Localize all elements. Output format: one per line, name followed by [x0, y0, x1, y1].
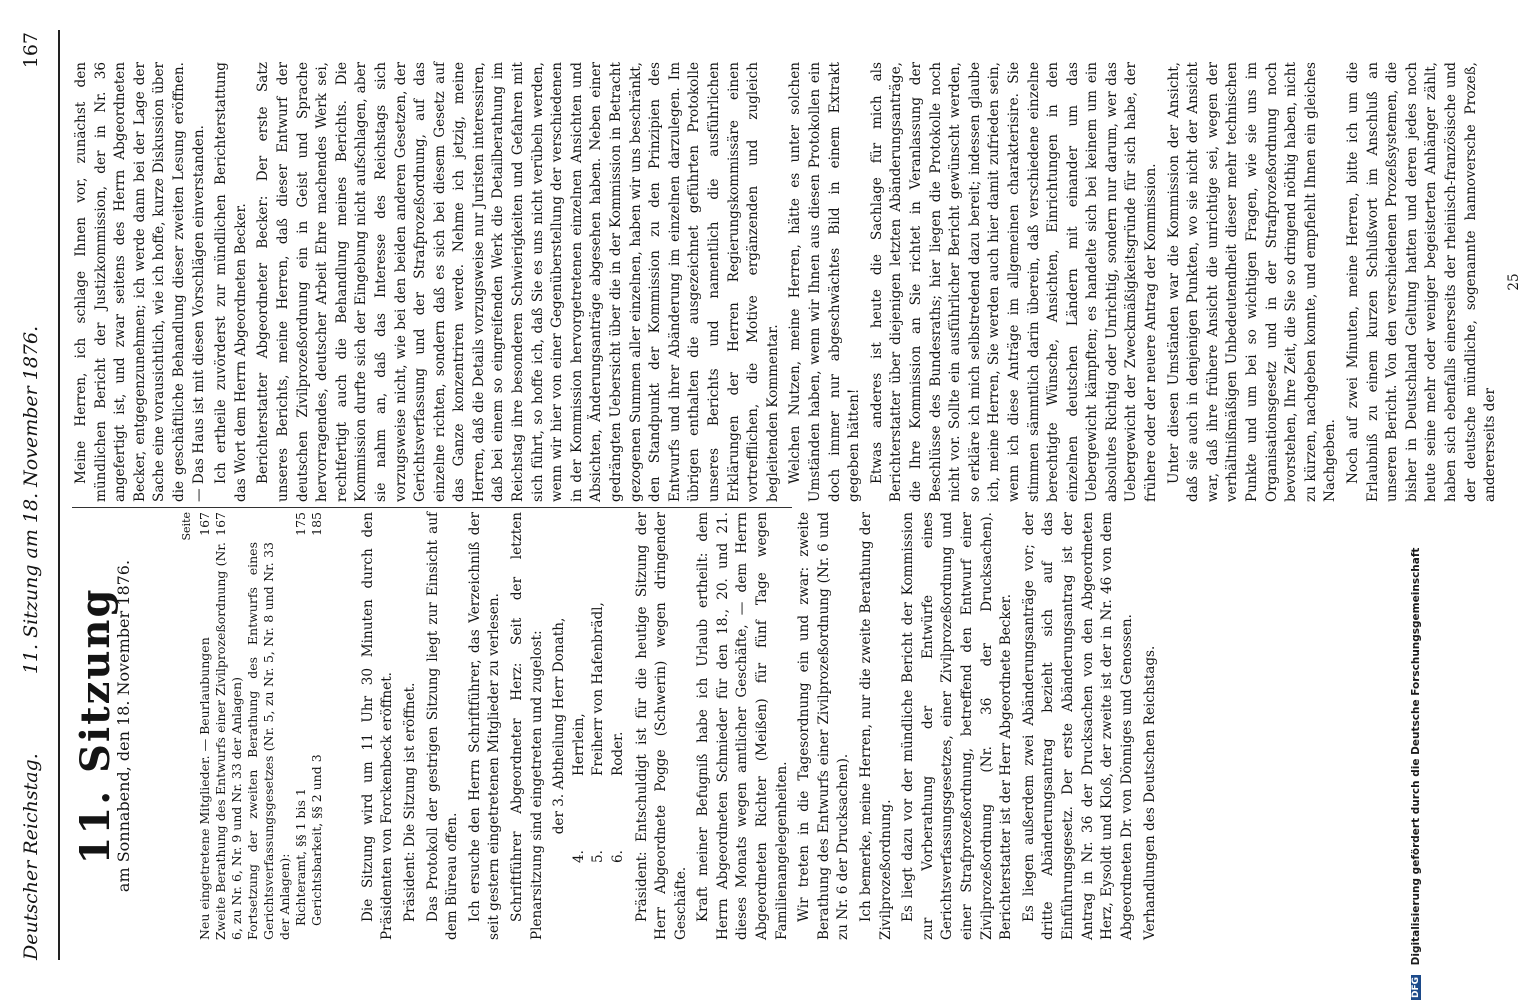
dfg-credit-text: Digitalisierung gefördert durch die Deutsche Forschungsgemeinschaft [1410, 547, 1422, 966]
toc-item [213, 512, 245, 940]
paragraph: Unter diesen Umständen war die Kommission der Ansicht, daß sie auch in denjenigen Punkten, wo sie nicht der Ansicht war, daß ihre frühere Ansicht die unrichtige sei, wegen der verhältnißmäßigen Unbedeutendheit dieser mehr technischen Punkte und um bei so wichtigen Fragen, wie sie uns im Organisationsgesetz und in der Strafprozeßordnung noch bevorstehen, Ihre Zeit, die Sie so dringend nöthig haben, nicht zu kürzen, nachgeben konnte, und empfiehlt Ihnen ein gleiches Nachgeben. [1165, 62, 1339, 502]
paragraph: Schriftführer Abgeordneter Herz: Seit der letzten Plenarsitzung sind eingetreten und zugelost: [508, 512, 545, 940]
right-column [72, 62, 1522, 502]
toc-subitem-page: 185 [308, 512, 324, 536]
roll-marker: 6. [609, 850, 626, 863]
paragraph: Es liegen außerdem zwei Abänderungsanträge vor; der dritte Abänderungsantrag bezieht sich auf das Einführungsgesetz. Der erste Abänderungsantrag ist der Antrag in Nr. 36 der Drucksachen von den Abgeordneten Herz, Eysoldt und Kloß, der zweite ist der in Nr. 46 von dem Abgeordneten Dr. von Dönniges und Genossen. [1020, 512, 1135, 940]
paragraph: Berichterstatter Abgeordneter Becker: Der erste Satz unseres Berichts, meine Herren, daß dieser Entwurf der deutschen Zivilprozeßordnung ein in Geist und Sprache hervorragendes, deutscher Arbeit Ehre machendes Werk sei, rechtfertigt auch die Behandlung meines Berichts. Die Kommission durfte sich der Eingebung nicht aufschlagen, aber sie nahm an, daß das Interesse des Reichstags sich vorzugsweise nicht, wie bei den beiden anderen Gesetzen, der Gerichtsverfassung und der Strafprozeßordnung, auf das einzelne richten, sondern daß es sich bei diesem Gesetz auf das Ganze konzentriren werde. Nehme ich jetzig, meine Herren, daß die Details vorzugsweise nur Juristen interessiren, daß bei einem so eingreifenden Werk die Detailberathung im Reichstag ihre besonderen Schwierigkeiten und Gefahren mit sich führt, so hoffe ich, daß Sie es uns nicht verübeln werden, wenn wir hier von einer Gegenüberstellung der verschiedenen in der Kommission hervorgetretenen einzelnen Ansichten und Absichten, Änderungsanträge abgesehen haben. Neben einer gedrängten Uebersicht über die in der Kommission in Betracht gezogenen Summen aller einzelnen, haben wir uns beschränkt, den Standpunkt der Kommission zu den Prinzipien des Entwurfs und ihrer Abänderung im einzelnen darzulegen. Im übrigen enthalten die ausgezeichnet geführten Protokolle unseres Berichts und namentlich die ausführlichen Erklärungen der Herren Regierungskommissäre einen vortrefflichen, die Motive ergänzenden und zugleich begleitenden Kommentar. [255, 62, 781, 502]
toc-item-page: 167 [196, 512, 212, 536]
paragraph: Ich bemerke, meine Herren, nur die zweite Berathung der Zivilprozeßordnung. [858, 512, 894, 940]
header-publication: Deutscher Reichstag. [20, 753, 42, 960]
toc-item-page [245, 512, 293, 542]
toc-page-header: Seite [180, 512, 194, 541]
paragraph: Die Sitzung wird um 11 Uhr 30 Minuten durch den Präsidenten von Forckenbeck eröffnet. [359, 512, 396, 940]
paragraph: Präsident: Entschuldigt ist für die heutige Sitzung der Herr Abgeordnete Pogge (Schwerin) wegen dringender Geschäfte. [633, 512, 689, 940]
toc-subitem-text: Gerichtsbarkeit, §§ 2 und 3 [308, 754, 324, 926]
dfg-credit [1410, 8, 1426, 1000]
member-roll [550, 512, 628, 940]
roll-marker: 5. [590, 850, 607, 863]
member-roll-row [570, 512, 590, 940]
toc-item-text: Zweite Berathung des Entwurfs einer Zivilprozeßordnung (Nr. 6, zu Nr. 6, Nr. 9 und Nr. 33 der Anlagen) [212, 542, 244, 940]
page-signature: 25 [1505, 273, 1522, 291]
toc-item [245, 512, 293, 940]
roll-name: Herrlein, [570, 713, 587, 776]
dfg-logo: DFG [1411, 976, 1421, 998]
toc-item-text: Fortsetzung der zweiten Berathung des Entwurfs eines Gerichtsverfassungsgesetzes (Nr. 5, zu Nr. 5, Nr. 8 und Nr. 33 der Anlagen): [244, 542, 292, 940]
paragraph: Kraft meiner Befugniß habe ich Urlaub ertheilt: dem Herrn Abgeordneten Schmieder für den 18., 20. und 21. dieses Monats wegen amtlicher Geschäfte, — dem Herrn Abgeordneten Richter (Meißen) für fünf Tage wegen Familienangelegenheiten. [695, 512, 790, 940]
paragraph: Ich ersuche den Herrn Schriftführer, das Verzeichniß der seit gestern eingetretenen Mitglieder zu verlesen. [466, 512, 503, 940]
paragraph: Wir treten in die Tagesordnung ein und zwar: zweite Berathung des Entwurfs einer Zivilprozeßordnung (Nr. 6 und zu Nr. 6 der Drucksachen). [796, 512, 852, 940]
paragraph: Ich ertheile zuvörderst zur mündlichen Berichterstattung das Wort dem Herrn Abgeordneten Becker. [213, 62, 249, 502]
member-roll-row [589, 512, 609, 940]
paragraph: Welchen Nutzen, meine Herren, hätte es unter solchen Umständen haben, wenn wir Ihnen aus diesen Protokollen ein doch immer nur abgeschwächtes Bild in einem Extrakt gegeben hätten! [787, 62, 863, 502]
page-footer: Verhandlungen des Deutschen Reichstags. [1142, 645, 1159, 940]
roll-name: Roder. [609, 731, 626, 776]
paragraph: Meine Herren, ich schlage Ihnen vor, zunächst den mündlichen Bericht der Justizkommission, der in Nr. 36 angefertigt ist, und zwar seitens des Herrn Abgeordneten Becker, entgegenzunehmen; ich werde dann bei der Lage der Sache eine vorausichtlich, wie ich hoffe, kurze Diskussion über die geschäftliche Behandlung dieser zweiten Lesung eröffnen. — Das Haus ist mit diesen Vorschlägen einverstanden. [73, 62, 207, 502]
header-page-number: 167 [20, 32, 42, 69]
paragraph: Etwas anderes ist heute die Sachlage für mich als Berichterstatter über diejenigen letzten Abänderungsanträge, die Ihre Kommission an Sie richtet in Veranlassung der Beschlüsse des Bundesraths; hier liegen die Protokolle noch nicht vor. Sollte ein ausführlicher Bericht gewünscht werden, so erkläre ich mich selbstredend dazu bereit; indessen glaube ich, meine Herren, Sie werden auch hier damit zufrieden sein, wenn ich diese Anträge im allgemeinen charakterisire. Sie stimmen sämmtlich darin überein, daß verschiedene einzelne berechtigte Wünsche, Ansichten, Einrichtungen in den einzelnen deutschen Ländern mit einander um das Uebergewicht kämpften; es handelte sich bei keinem um ein absolutes Richtig oder Unrichtig, sondern nur darum, wer das Uebergewicht der Zweckmäßigkeitsgründe für sich habe, der frühere oder der neuere Antrag der Kommission. [868, 62, 1160, 502]
paragraph: Das Protokoll der gestrigen Sitzung liegt zur Einsicht auf dem Büreau offen. [424, 512, 461, 940]
member-roll-row [609, 512, 629, 940]
left-column [72, 512, 1340, 940]
paragraph: Präsident: Die Sitzung ist eröffnet. [401, 682, 418, 922]
column-divider [72, 507, 792, 508]
toc-subitem-text: Richteramt, §§ 1 bis 1 [292, 788, 308, 926]
roll-name: Freiherr von Hafenbrädl, [590, 602, 607, 776]
paragraph: Es liegt dazu vor der mündliche Bericht der Kommission zur Vorberathung der Entwürfe eines Gerichtsverfassungsgesetzes, einer Zivilprozeßordnung und einer Strafprozeßordnung, betreffend den Entwurf einer Zivilprozeßordnung (Nr. 36 der Drucksachen). Berichterstatter ist der Herr Abgeordnete Becker. [900, 512, 1015, 940]
toc-item [197, 512, 213, 940]
header-session: 11. Sitzung am 18. November 1876. [20, 325, 42, 675]
roll-marker: 4. [570, 850, 587, 863]
toc-subitem [293, 512, 309, 940]
member-roll-intro: der 3. Abtheilung Herr Donath, [551, 617, 568, 835]
toc-item-text: Neu eingetretene Mitglieder. — Beurlaubungen [196, 637, 212, 940]
toc-subitem-page: 175 [292, 512, 308, 536]
toc-item-page: 167 [212, 512, 228, 536]
session-title: 11. Sitzung [72, 587, 119, 865]
session-date: am Sonnabend, den 18. November 1876. [113, 559, 133, 893]
header-rule [58, 30, 60, 960]
toc-subitem [309, 512, 325, 940]
paragraph: Noch auf zwei Minuten, meine Herren, bitte ich um die Erlaubniß zu einem kurzen Schlußwort im Anschluß an unseren Bericht. Von den verschiedenen Prozeßsystemen, die bisher in Deutschland Geltung hatten und deren jedes noch heute seine mehr oder weniger begeisterten Anhänger zählt, haben sich ebenfalls einerseits der rheinisch-französische und der deutsche mündliche, sogenannte hannoversche Prozeß, andererseits der [1345, 62, 1499, 502]
